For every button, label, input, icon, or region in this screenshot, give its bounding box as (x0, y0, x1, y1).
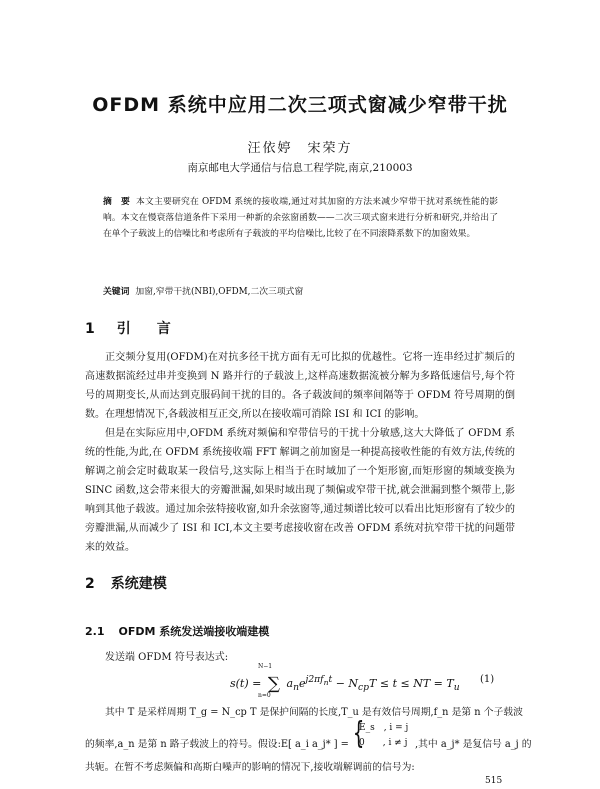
formula-body-sub: n (293, 682, 299, 694)
formula-rest-sub: cp (358, 682, 370, 694)
section-number: 1 (85, 321, 101, 337)
intro-paragraph-2: 但是在实际应用中,OFDM 系统对频偏和窄带信号的干扰十分敏感,这大大降低了 OFDM 系统的性能,为此,在 OFDM 系统接收端 FFT 解调之前加窗是一种提高接收性能的有效方法,传统的解调之前会定时截取某一段信号,这实际上相当于在时域加了一个矩形窗,而矩形窗的频域变换为 SINC 函数,这会带来很大的旁瓣泄漏,如果时域出现了频偏或窄带干扰,就会泄漏到整个频带上,影响到其他子载波。通过加余弦特接收窗,如升余弦窗等,通过频谱比较可以看出比矩形窗有了较少的旁瓣泄漏,从而减少了 ISI 和 ICI,本文主要考虑接收窗在改善 OFDM 系统对抗窄带干扰的问题带来的效益。 (85, 428, 515, 553)
formula-rest-tail-sub: u (453, 682, 460, 694)
abstract-label: 摘 要 (103, 197, 130, 207)
body-text-line: 其中 T 是采样周期 T_g = N_cp T 是保护间隔的长度,T_u 是有效信号周期,f_n 是第 n 个子载波 (105, 707, 523, 718)
sum-lower-limit: n=0 (258, 692, 271, 699)
left-brace: { (352, 716, 365, 751)
formula-exp: j2πf (305, 674, 324, 686)
body-text-line: ,其中 a_j* 是复信号 a_j 的 (415, 739, 532, 750)
sum-upper-limit: N−1 (258, 663, 273, 670)
formula-exp-tail: t (328, 674, 333, 686)
formula-rest-tail: T ≤ t ≤ NT = T (369, 677, 454, 690)
body-text-line: 的频率,a_n 是第 n 路子载波上的符号。假设:E[ a_i a_j* ] = (85, 739, 349, 750)
page-number: 515 (485, 776, 503, 786)
section-title: 引 言 (116, 321, 177, 337)
case-row: 0 , i ≠ j (359, 738, 408, 748)
paper-affiliation: 南京邮电大学通信与信息工程学院,南京,210003 (187, 162, 413, 174)
keywords-label: 关键词 (103, 287, 130, 297)
formula-lhs: s(t) = (230, 677, 262, 690)
intro-paragraph-1: 正交频分复用(OFDM)在对抗多径干扰方面有无可比拟的优越性。它将一连串经过扩频后的高速数据流经过串并变换到 N 路并行的子载波上,这样高速数据流被分解为多路低速信号,每个符号的周期变长,从而达到克服码间干扰的目的。各子载波间的频率间隔等于 OFDM 符号周期的倒数。在理想情况下,各载波相互正交,所以在接收端可消除 ISI 和 ICI 的影响。 (85, 352, 515, 420)
section-title: 系统建模 (110, 576, 167, 592)
equation-number: (1) (480, 674, 495, 685)
section-number: 2 (85, 576, 95, 592)
formula-intro-text: 发送端 OFDM 符号表达式: (105, 652, 229, 663)
formula-exp-base: e (298, 677, 306, 690)
keywords-block (103, 284, 498, 297)
abstract-block (103, 194, 498, 242)
subsection-number: 2.1 (85, 625, 105, 638)
keywords-text: 加窗,窄带干扰(NBI),OFDM,二次三项式窗 (135, 287, 304, 297)
abstract-text: 本文主要研究在 OFDM 系统的接收端,通过对其加窗的方法来减少窄带干扰对系统性能的影响。本文在慢衰落信道条件下采用一种新的余弦窗函数——二次三项式窗来进行分析和研究,并给出了在单个子载波上的信噪比和考虑所有子载波的平均信噪比,比较了在不同滚降系数下的加窗效果。 (103, 197, 498, 239)
equation-1 (230, 663, 460, 699)
paper-authors: 汪依婷 宋荣方 (247, 141, 353, 156)
section-heading-intro (85, 318, 177, 338)
section-heading-model (85, 573, 167, 593)
body-text-line: 共轭。在暂不考虑频偏和高斯白噪声的影响的情况下,接收端解调前的信号为: (85, 762, 415, 773)
summation-symbol: ∑ (267, 674, 281, 694)
case-row: E_s , i = j (359, 723, 409, 733)
subsection-heading (85, 623, 269, 639)
formula-rest: − N (335, 677, 359, 690)
formula-body: a (286, 677, 294, 690)
piecewise-cases (349, 716, 409, 751)
paper-title: OFDM 系统中应用二次三项式窗减少窄带干扰 (92, 94, 508, 116)
formula-exp-sub: n (323, 678, 329, 688)
subsection-title: OFDM 系统发送端接收端建模 (118, 625, 270, 638)
